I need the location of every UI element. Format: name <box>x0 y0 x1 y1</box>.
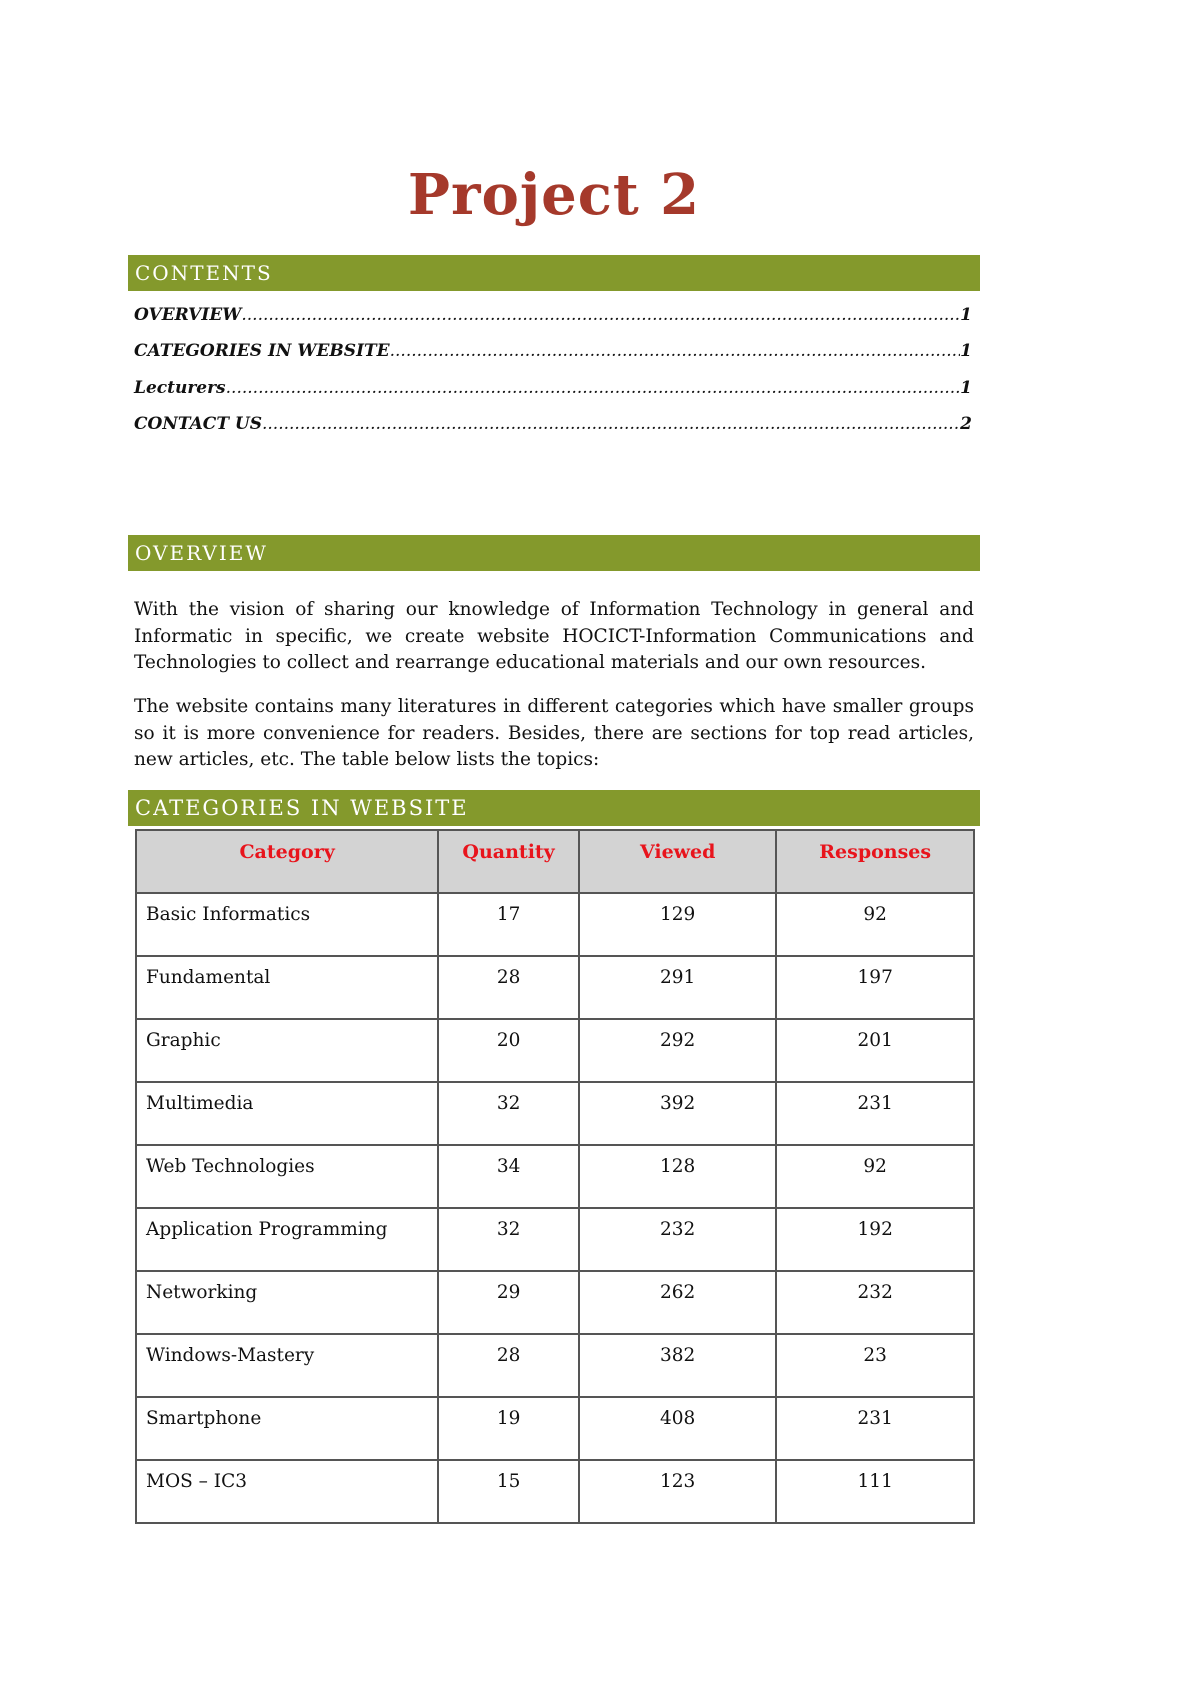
toc-entry[interactable] <box>134 414 972 434</box>
cell-responses: 232 <box>776 1271 974 1334</box>
toc-leader-dots <box>226 378 961 398</box>
cell-viewed: 292 <box>579 1019 776 1082</box>
cell-responses: 197 <box>776 956 974 1019</box>
cell-viewed: 129 <box>579 893 776 956</box>
toc-leader-dots <box>241 305 960 325</box>
cell-responses: 92 <box>776 1145 974 1208</box>
cell-responses: 23 <box>776 1334 974 1397</box>
cell-responses: 111 <box>776 1460 974 1523</box>
table-row <box>136 1019 974 1082</box>
cell-viewed: 128 <box>579 1145 776 1208</box>
cell-category: Basic Informatics <box>136 893 438 956</box>
toc-leader-dots <box>262 414 960 434</box>
table-header-row <box>136 830 974 893</box>
table-row <box>136 1334 974 1397</box>
cell-viewed: 291 <box>579 956 776 1019</box>
cell-quantity: 17 <box>438 893 579 956</box>
cell-responses: 192 <box>776 1208 974 1271</box>
table-row <box>136 956 974 1019</box>
table-row <box>136 893 974 956</box>
toc-entry-label: Lecturers <box>134 378 226 398</box>
toc-entry-page: 1 <box>960 378 972 398</box>
toc-entry-page: 1 <box>960 305 972 325</box>
toc-leader-dots <box>390 341 961 361</box>
overview-paragraph: The website contains many literatures in different categories which have smaller groups so it is more convenience for readers. Besides, there are sections for top read articles, new articles, etc. The table below lists the topics: <box>134 696 974 770</box>
categories-table <box>135 829 975 1524</box>
toc-entry-label: OVERVIEW <box>134 305 242 325</box>
toc-entry[interactable] <box>134 341 972 361</box>
contents-heading: CONTENTS <box>128 255 980 291</box>
toc-entry-page: 2 <box>960 414 972 434</box>
cell-viewed: 232 <box>579 1208 776 1271</box>
toc-entry-page: 1 <box>960 341 972 361</box>
cell-category: MOS – IC3 <box>136 1460 438 1523</box>
toc-entry[interactable] <box>134 305 972 325</box>
cell-quantity: 15 <box>438 1460 579 1523</box>
cell-category: Graphic <box>136 1019 438 1082</box>
cell-viewed: 408 <box>579 1397 776 1460</box>
cell-quantity: 32 <box>438 1082 579 1145</box>
column-header-category: Category <box>136 830 438 893</box>
toc-entry[interactable] <box>134 378 972 398</box>
cell-category: Networking <box>136 1271 438 1334</box>
table-row <box>136 1397 974 1460</box>
categories-heading: CATEGORIES IN WEBSITE <box>128 790 980 826</box>
cell-quantity: 19 <box>438 1397 579 1460</box>
cell-quantity: 29 <box>438 1271 579 1334</box>
cell-category: Smartphone <box>136 1397 438 1460</box>
cell-quantity: 34 <box>438 1145 579 1208</box>
table-row <box>136 1460 974 1523</box>
cell-category: Windows-Mastery <box>136 1334 438 1397</box>
toc-entry-label: CONTACT US <box>134 414 262 434</box>
table-row <box>136 1208 974 1271</box>
toc-entry-label: CATEGORIES IN WEBSITE <box>134 341 390 361</box>
cell-viewed: 262 <box>579 1271 776 1334</box>
column-header-viewed: Viewed <box>579 830 776 893</box>
overview-heading: OVERVIEW <box>128 535 980 571</box>
column-header-quantity: Quantity <box>438 830 579 893</box>
overview-paragraph: With the vision of sharing our knowledge of Information Technology in general and Informatic in specific, we create website HOCICT-Information Communications and Technologies to collect and rearrange educational materials and our own resources. <box>134 599 974 673</box>
cell-quantity: 20 <box>438 1019 579 1082</box>
cell-quantity: 28 <box>438 1334 579 1397</box>
cell-quantity: 28 <box>438 956 579 1019</box>
cell-viewed: 392 <box>579 1082 776 1145</box>
table-row <box>136 1145 974 1208</box>
cell-category: Fundamental <box>136 956 438 1019</box>
page-title: Project 2 <box>407 162 701 228</box>
cell-category: Web Technologies <box>136 1145 438 1208</box>
table-row <box>136 1271 974 1334</box>
cell-responses: 92 <box>776 893 974 956</box>
cell-viewed: 123 <box>579 1460 776 1523</box>
cell-quantity: 32 <box>438 1208 579 1271</box>
cell-responses: 231 <box>776 1397 974 1460</box>
cell-viewed: 382 <box>579 1334 776 1397</box>
table-row <box>136 1082 974 1145</box>
cell-responses: 201 <box>776 1019 974 1082</box>
cell-responses: 231 <box>776 1082 974 1145</box>
cell-category: Application Programming <box>136 1208 438 1271</box>
cell-category: Multimedia <box>136 1082 438 1145</box>
column-header-responses: Responses <box>776 830 974 893</box>
